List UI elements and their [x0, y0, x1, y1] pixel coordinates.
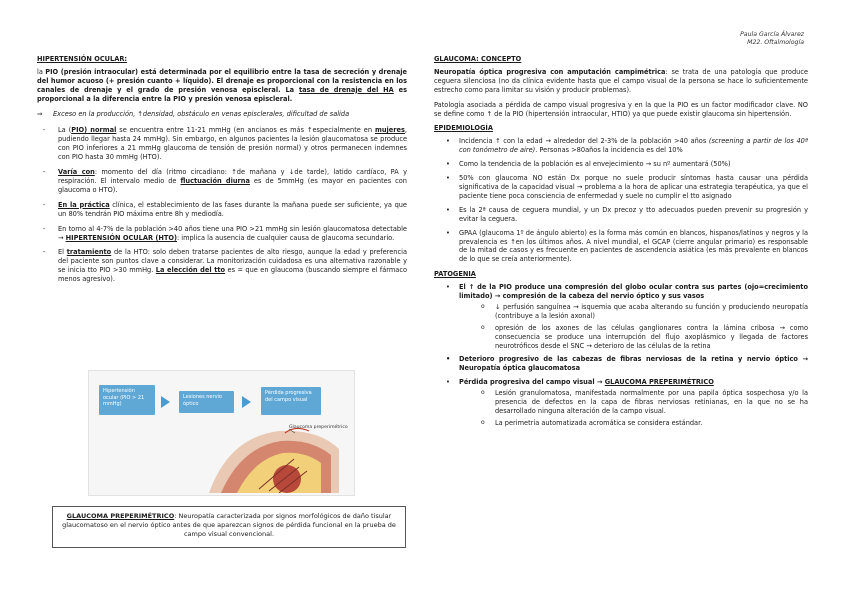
hto-list	[37, 126, 407, 284]
text-span: El ↑ de la PIO produce una compresión del globo ocular contra sus partes (ojo=crecimiento limitado) → compresión de la cabeza del nervio óptico y sus vasos	[459, 283, 808, 301]
text-span: : se trata de una patología que produce ceguera silenciosa (no da clínica evidente hasta que el campo visual de la persona se hace lo suficientemente estrecho como para limitar su visión y producir problemas).	[434, 67, 809, 94]
caption-text: : Neuropatía caracterizada por signos morfológicos de daño tisular glaucomatoso en el nervio óptico antes de que aparezcan signos de pérdida funcional en la prueba de campo visual convencional.	[62, 512, 396, 538]
list-item	[37, 168, 407, 195]
text-span: clínica, el establecimiento de las fases durante la mañana puede ser suficiente, ya que un 80% tendrán PIO máxima entre 8h y mediodía.	[58, 200, 407, 218]
diagram-box-perdida: Pérdida progresiva del campo visual	[261, 387, 321, 415]
page-header	[740, 31, 804, 47]
text-span: : momento del día (ritmo circadiano: ↑de mañana y ↓de tarde), latido cardíaco, PA y respiración. El intervalo medio de	[58, 168, 407, 185]
sub-list-item: o opresión de los axones de las células ganglionares contra la lámina cribosa → como consecuencia se produce una interrupción del flujo axoplásmico y llegada de factores neurotróficos desde el SNC → deterioro de las células de la retina	[459, 324, 808, 351]
eye-label: Glaucoma preperimétrico	[289, 425, 348, 430]
text-span: se encuentra entre 11-21 mmHg (en ancianos es más ↑especialmente en	[116, 126, 375, 135]
list-item	[37, 126, 407, 162]
text-span: El	[58, 248, 67, 257]
intro-paragraph	[37, 68, 407, 104]
concept-paragraph	[434, 68, 808, 95]
text-span: es de 5mmHg (es mayor en pacientes con glaucoma o HTO).	[58, 176, 407, 194]
sub-list-item: o Lesión granulomatosa, manifestada normalmente por una papila óptica sospechosa y/o la presencia de defectos en la capa de fibras nerviosas retinianas, en la que no se ha desarrollado ninguna alteración de la campo visual.	[459, 389, 808, 416]
text-span: . Personas >80años la incidencia es del 10%	[535, 146, 683, 155]
text-span: (screening a partir de los 40ª con tonómetro de aire)	[459, 137, 808, 155]
text-span: Neuropatía óptica progresiva con amputación campimétrica	[434, 67, 666, 76]
sub-list	[459, 303, 808, 351]
list-item: • Es la 2ª causa de ceguera mundial, y un Dx precoz y tto adecuados pueden prevenir su progresión y evitar la ceguera.	[434, 206, 808, 224]
list-item: • GPAA (glaucoma 1º de ángulo abierto) es la forma más común en blancos, hispanos/latinos y negros y la prevalencia es ↑en los últimos años. A nivel mundial, el GCAP (cierre angular primario) es responsable de la mitad de casos y es frecuente en pacientes de ascendencia asiática (es más prevalente en blancos de lo que se creía anteriormente).	[434, 229, 808, 265]
caption-term: GLAUCOMA PREPERIMÉTRICO	[66, 512, 175, 520]
list-item: • Como la tendencia de la población es al envejecimiento → su nº aumentará (50%)	[434, 160, 808, 169]
right-column	[434, 55, 808, 434]
text-span: es proporcional a la diferencia entre la PIO y presión venosa episcleral.	[37, 85, 407, 103]
text-span: es = que en glaucoma (buscando siempre el fármaco menos agresivo).	[58, 266, 407, 284]
list-item: • Deterioro progresivo de las cabezas de fibras nerviosas de la retina y nervio óptico → Neuropatía óptica glaucomatosa	[434, 355, 808, 373]
arrow-right-icon	[161, 396, 170, 408]
underlined-term: GLAUCOMA PREPERIMÉTRICO	[604, 378, 714, 387]
list-item	[37, 248, 407, 284]
section-title-hipertension: HIPERTENSIÓN OCULAR:	[37, 55, 128, 63]
text-span: La (	[58, 126, 72, 135]
underlined-term: PIO) normal	[71, 126, 117, 135]
text-span: Incidencia ↑ con la edad → alrededor del 2-3% de la población >40 años	[459, 137, 709, 146]
underlined-term: En la práctica	[58, 200, 110, 209]
section-title-patogenia: PATOGENIA	[434, 270, 476, 279]
concept-paragraph-2: Patología asociada a pérdida de campo visual progresiva y en la que la PIO es un factor modificador clave. NO se define como ↑ de la PIO (hipertensión intraocular, HTIO) ya que puede existir glaucoma sin hipertensión.	[434, 100, 808, 118]
section-title-epidemiologia: EPIDEMIOLOGÍA	[434, 124, 493, 133]
section-title-glaucoma: GLAUCOMA: CONCEPTO	[434, 55, 522, 63]
text-span: la	[37, 67, 46, 76]
sub-list-item: o ↓ perfusión sanguínea → isquemia que acaba alterando su función y produciendo neuropatía (contribuye a la lesión axonal)	[459, 303, 808, 321]
epidemiology-list	[434, 137, 808, 264]
text-span: PIO (presión intraocular) está determinada por el equilibrio entre la tasa de secreción y drenaje del humor acuoso (+ presión cuanto + líquido). El drenaje es proporcional con la resistencia en los canales de drenaje y el grado de presión venosa episcleral. La	[37, 67, 407, 94]
underlined-term: tratamiento	[66, 248, 112, 257]
underlined-term: La elección del tto	[155, 266, 226, 275]
text-span: de la HTO: solo deben tratarse pacientes de alto riesgo, aunque la edad y preferencia del paciente son puntos clave a considerar. La monitorización cuidadosa es una alternativa razonable y se inicia tto PIO >30 mmHg.	[58, 248, 407, 275]
text-span: : implica la ausencia de cualquier causa de glaucoma secundario.	[176, 233, 395, 242]
underlined-term: HIPERTENSIÓN OCULAR (HTO)	[65, 233, 177, 242]
arrow-right-icon	[242, 396, 251, 408]
underlined-term: tasa de drenaje del HA	[298, 85, 394, 94]
underlined-term: fluctuación diurna	[180, 176, 250, 185]
arrow-note-text: Exceso en la producción, ↑densidad, obstáculo en venas episclerales, dificultad de salida	[53, 109, 350, 118]
list-item	[37, 201, 407, 219]
sub-list-item: o La perimetría automatizada acromática se considera estándar.	[459, 419, 808, 428]
diagram-box-hipertension: Hipertensión ocular (PIO > 21 mmHg)	[99, 385, 155, 415]
list-item	[37, 225, 407, 243]
list-item	[434, 283, 808, 350]
preperimetric-definition-box	[52, 506, 406, 548]
text-span: , pudiendo llegar hasta 24 mmHg). Sin embargo, en algunos pacientes la lesión glaucomatosa se produce con PIO inferiores a 21 mmHg glaucoma de tensión de presión normal) y otros permanecen indemnes con PIO hasta 30 mmHg (HTO).	[58, 126, 408, 162]
underlined-term: Varía con	[58, 168, 95, 177]
eye-cross-section-illustration	[199, 419, 339, 493]
text-span: Pérdida progresiva del campo visual →	[459, 378, 605, 387]
sub-list	[459, 389, 808, 428]
underlined-term: mujeres	[374, 126, 405, 135]
list-item: • 50% con glaucoma NO están Dx porque no suele producir síntomas hasta causar una pérdida significativa de la capacidad visual → problema a la hora de aplicar una estrategia terapéutica, ya que el paciente tiene poca consciencia de enfermedad y suele no cumplir el tto asignado	[434, 174, 808, 201]
course-name: M22. Oftalmología	[747, 39, 804, 46]
author-name: Paula García Álvarez	[740, 31, 804, 38]
list-item	[434, 378, 808, 428]
arrow-note	[37, 110, 407, 119]
glaucoma-flow-diagram	[88, 370, 355, 496]
list-item	[434, 137, 808, 155]
pathogenesis-list	[434, 283, 808, 428]
double-arrow-icon: ⇒	[37, 109, 43, 118]
text-span: En torno al 4-7% de la población >40 años tiene una PIO >21 mmHg sin lesión glaucomatosa detectable →	[58, 224, 407, 242]
left-column	[37, 55, 407, 290]
diagram-box-lesiones: Lesiones nervio óptico	[179, 391, 234, 413]
